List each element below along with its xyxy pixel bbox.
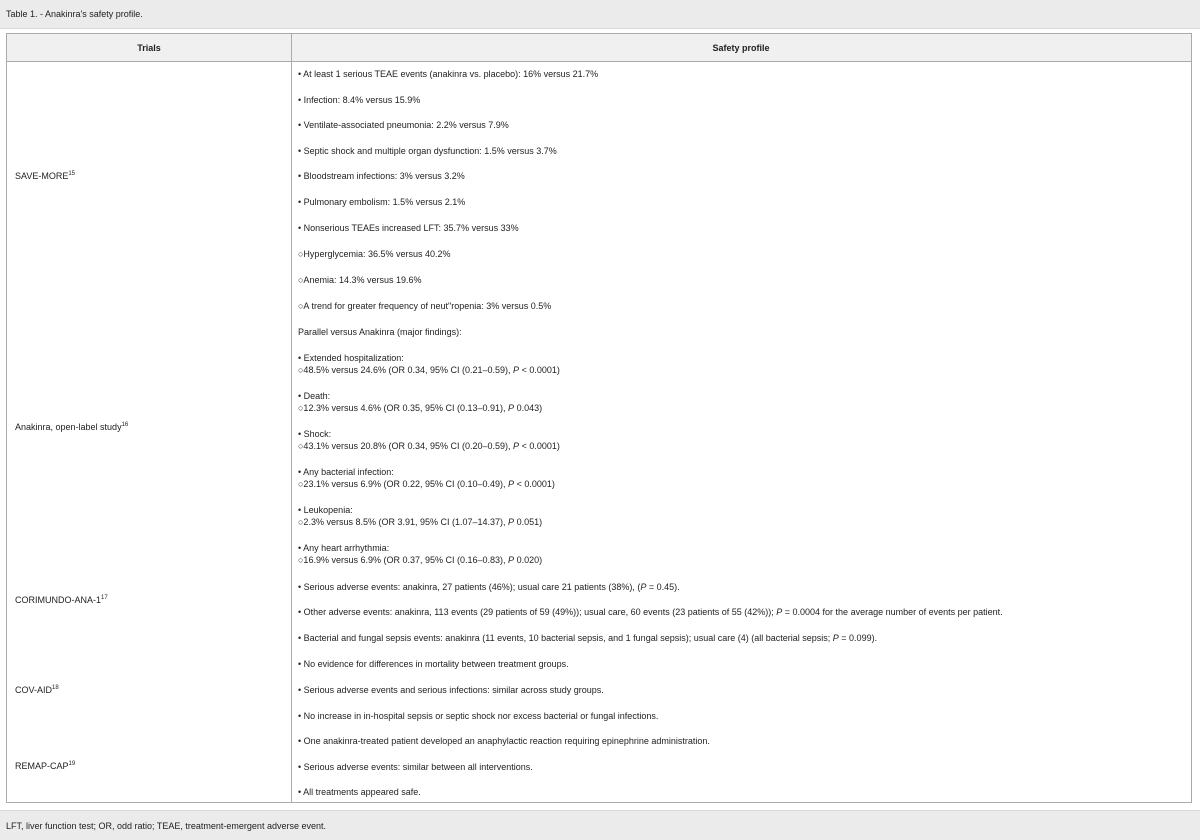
- safety-item: • Pulmonary embolism: 1.5% versus 2.1%: [298, 197, 466, 207]
- safety-item: • Bloodstream infections: 3% versus 3.2%: [298, 171, 465, 181]
- safety-item: • One anakinra-treated patient developed an anaphylactic reaction requiring epinephrine administration.: [298, 736, 710, 746]
- safety-item: • Ventilate-associated pneumonia: 2.2% versus 7.9%: [298, 120, 509, 130]
- finding-value: ○43.1% versus 20.8% (OR 0.34, 95% CI (0.20–0.59), P < 0.0001): [298, 441, 560, 451]
- finding-value: ○12.3% versus 4.6% (OR 0.35, 95% CI (0.13–0.91), P 0.043): [298, 403, 543, 413]
- trial-corimundo: CORIMUNDO-$ANA-1^{17}$: [15, 595, 108, 605]
- safety-item: • Serious adverse events and serious infections: similar across study groups.: [298, 685, 604, 695]
- table-footnote: LFT, liver function test; OR, odd ratio; TEAE, treatment-emergent adverse event.: [6, 821, 326, 831]
- footnote-bar: [0, 810, 1200, 840]
- finding-label: • Shock:: [298, 429, 332, 439]
- safety-item: ○Anemia: 14.3% versus 19.6%: [298, 275, 422, 285]
- finding-label: • Any heart arrhythmia:: [298, 543, 390, 553]
- safety-item: • Serious adverse events: anakinra, 27 patients (46%); usual care 21 patients (38%), (P = 0.45).: [298, 582, 680, 592]
- safety-item: • Bacterial and fungal sepsis events: anakinra (11 events, 10 bacterial sepsis, and 1 fungal sepsis); usual care (4) (all bacterial sepsis; P = 0.099).: [298, 633, 878, 643]
- open-label-intro: Parallel versus Anakinra (major findings):: [298, 327, 462, 337]
- safety-item: • Infection: 8.4% versus 15.9%: [298, 95, 421, 105]
- finding-value: ○23.1% versus 6.9% (OR 0.22, 95% CI (0.10–0.49), P < 0.0001): [298, 479, 555, 489]
- table-header-row: [7, 34, 1191, 62]
- finding-label: • Extended hospitalization:: [298, 353, 404, 363]
- trial-remap-cap: REMAP-CAP$^{19}$: [15, 761, 76, 771]
- trial-save-more: SAVE-MORE$^{15}$: [15, 171, 76, 181]
- finding-value: ○2.3% versus 8.5% (OR 3.91, 95% CI (1.07–14.37), P 0.051): [298, 517, 543, 527]
- safety-table: [6, 33, 1192, 803]
- table-caption: Table 1. - Anakinra's safety profile.: [6, 9, 143, 19]
- safety-item: • No evidence for differences in mortality between treatment groups.: [298, 659, 569, 669]
- column-divider: [291, 34, 292, 802]
- header-trials: Trials: [137, 43, 161, 53]
- finding-label: • Death:: [298, 391, 331, 401]
- safety-item: • Septic shock and multiple organ dysfunction: 1.5% versus 3.7%: [298, 146, 557, 156]
- finding-label: • Leukopenia:: [298, 505, 353, 515]
- safety-item: • Serious adverse events: similar between all interventions.: [298, 762, 533, 772]
- safety-item: • Nonserious TEAEs increased LFT: 35.7% versus 33%: [298, 223, 519, 233]
- safety-item: • Other adverse events: anakinra, 113 events (29 patients of 59 (49%)); usual care, 60 events (23 patients of 55 (42%)); P = 0.0004 for the average number of events per patient.: [298, 607, 1003, 617]
- caption-bar: [0, 0, 1200, 29]
- safety-item: • At least 1 serious TEAE events (anakinra vs. placebo): 16% versus 21.7%: [298, 69, 599, 79]
- safety-item: ○Hyperglycemia: 36.5% versus 40.2%: [298, 249, 451, 259]
- safety-item: • No increase in in-hospital sepsis or septic shock nor excess bacterial or fungal infections.: [298, 711, 659, 721]
- finding-value: ○16.9% versus 6.9% (OR 0.37, 95% CI (0.16–0.83), P 0.020): [298, 555, 543, 565]
- safety-item: ○A trend for greater frequency of neut"ropenia: 3% versus 0.5%: [298, 301, 552, 311]
- trial-cov-aid: COV-AID$^{18}$: [15, 685, 59, 695]
- header-safety-profile: Safety profile: [712, 43, 770, 53]
- trial-anakinra-open-label: Anakinra, open-label study$^{16}$: [15, 422, 129, 432]
- finding-value: ○48.5% versus 24.6% (OR 0.34, 95% CI (0.21–0.59), P < 0.0001): [298, 365, 560, 375]
- finding-label: • Any bacterial infection:: [298, 467, 394, 477]
- safety-item: • All treatments appeared safe.: [298, 787, 421, 797]
